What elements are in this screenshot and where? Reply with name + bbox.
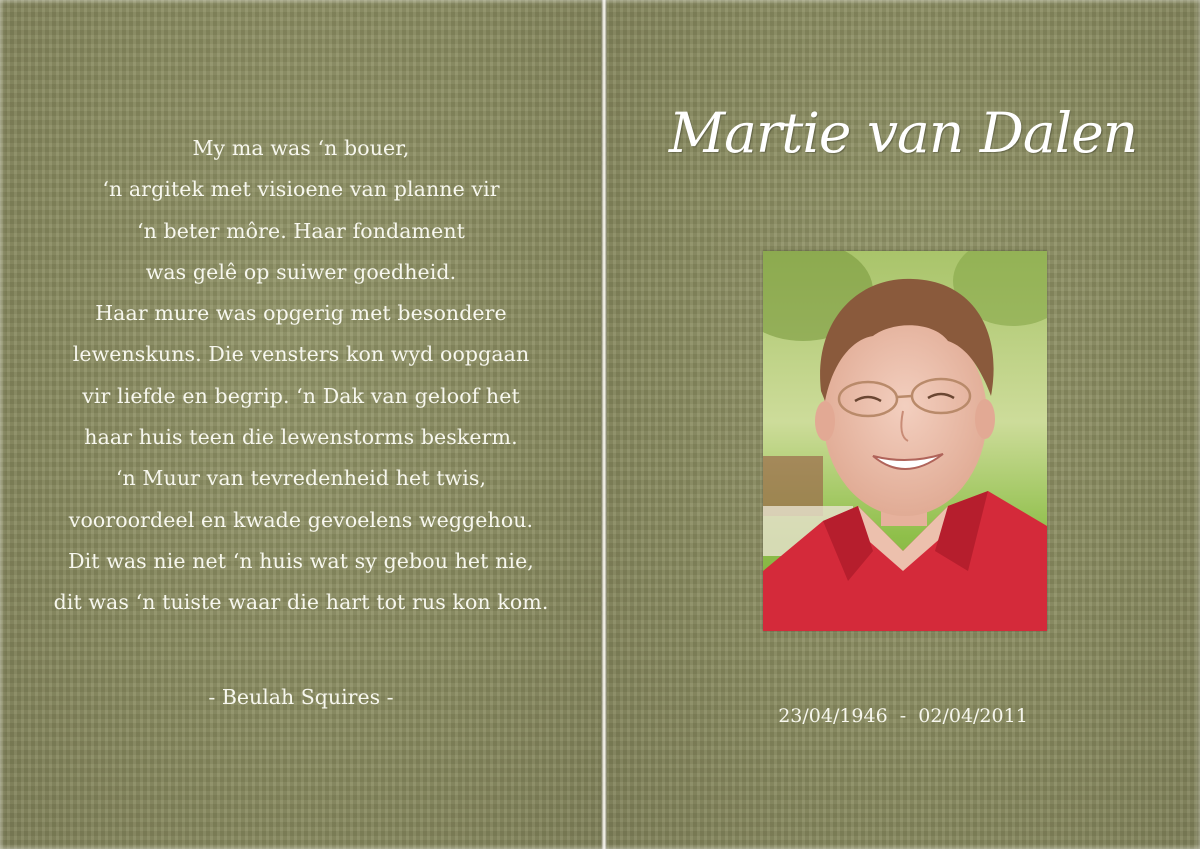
memorial-name: Martie van Dalen (668, 101, 1138, 165)
poem-attribution: - Beulah Squires - (208, 685, 394, 709)
life-dates: 23/04/1946 - 02/04/2011 (778, 705, 1028, 727)
poem-line: ‘n beter môre. Haar fondament (137, 218, 465, 243)
poem-line: haar huis teen die lewenstorms beskerm. (84, 425, 518, 450)
poem-line: ‘n Muur van tevredenheid het twis, (115, 466, 487, 491)
poem-line: vooroordeel en kwade gevoelens weggehou. (68, 507, 534, 532)
poem-line: vir liefde en begrip. ‘n Dak van geloof het (82, 383, 520, 408)
poem-line: lewenskuns. Die vensters kon wyd oopgaan (72, 342, 530, 367)
poem (0, 128, 602, 624)
poem-line: My ma was ‘n bouer, (192, 136, 410, 160)
portrait-photo (763, 251, 1047, 631)
poem-line: Haar mure was opgerig met besondere (95, 301, 507, 326)
poem-line: ‘n argitek met visioene van planne vir (102, 177, 500, 202)
poem-line: was gelê op suiwer goedheid. (145, 259, 457, 284)
poem-line: Dit was nie net ‘n huis wat sy gebou het nie, (68, 548, 534, 573)
poem-line: dit was ‘n tuiste waar die hart tot rus kon kom. (53, 590, 549, 615)
